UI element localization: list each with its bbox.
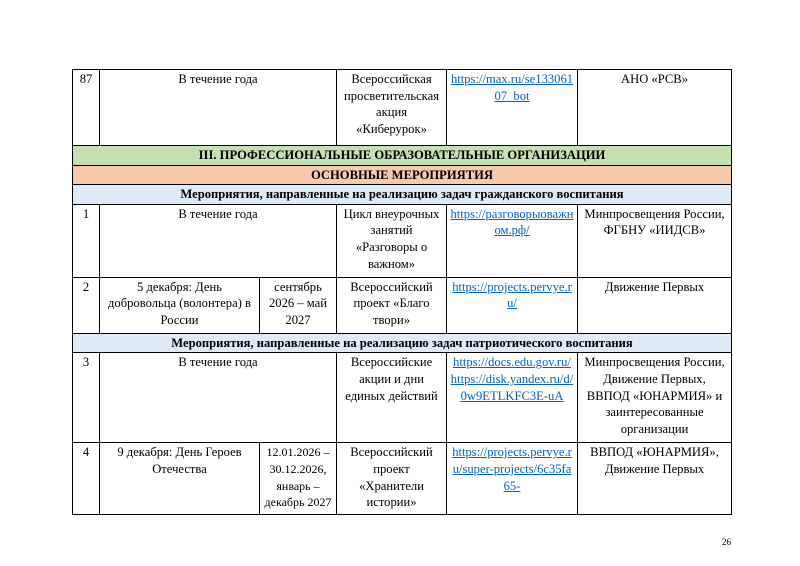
events-table: [72, 69, 732, 515]
event-period: сентябрь 2026 – май 2027: [260, 277, 337, 333]
section-header-row: [73, 333, 732, 353]
event-link-cell: [447, 443, 578, 515]
table-row: [73, 443, 732, 515]
event-date: В течение года: [100, 353, 337, 443]
event-name: Цикл внеурочных занятий «Разговоры о важном»: [337, 204, 447, 277]
event-link[interactable]: https://max.ru/se13306107_bot: [450, 72, 574, 103]
event-organizer: Минпросвещения России, Движение Первых, ВВПОД «ЮНАРМИЯ» и заинтересованные организации: [578, 353, 732, 443]
section-title: Мероприятия, направленные на реализацию задач патриотического воспитания: [73, 333, 732, 353]
event-organizer: АНО «РСВ»: [578, 70, 732, 146]
table-row: [73, 204, 732, 277]
event-name: Всероссийский проект «Хранители истории»: [337, 443, 447, 515]
event-name: Всероссийская просветительская акция «Киберурок»: [337, 70, 447, 146]
table-row: [73, 353, 732, 443]
event-link[interactable]: https://разговорыоважном.рф/: [450, 206, 574, 238]
section-header-row: [73, 185, 732, 205]
event-organizer: Минпросвещения России, ФГБНУ «ИИДСВ»: [578, 204, 732, 277]
row-number: 87: [73, 70, 100, 146]
event-name: Всероссийский проект «Благо твори»: [337, 277, 447, 333]
event-date: В течение года: [100, 204, 337, 277]
event-date: В течение года: [100, 70, 337, 146]
row-number: 1: [73, 204, 100, 277]
row-number: 4: [73, 443, 100, 515]
event-link-cell: [447, 204, 578, 277]
event-date: 9 декабря: День Героев Отечества: [100, 443, 260, 515]
event-link-cell: [447, 70, 578, 146]
section-title: Мероприятия, направленные на реализацию задач гражданского воспитания: [73, 185, 732, 205]
section-header-row: [73, 165, 732, 185]
table-row: [73, 277, 732, 333]
event-link-secondary[interactable]: https://disk.yandex.ru/d/0w9ETLKFC3E-uA: [450, 371, 574, 403]
event-link[interactable]: https://docs.edu.gov.ru/: [453, 355, 571, 370]
event-organizer: Движение Первых: [578, 277, 732, 333]
section-header-row: [73, 146, 732, 166]
event-date: 5 декабря: День добровольца (волонтера) в России: [100, 277, 260, 333]
event-name: Всероссийские акции и дни единых действий: [337, 353, 447, 443]
section-title: ОСНОВНЫЕ МЕРОПРИЯТИЯ: [73, 165, 732, 185]
page-number: 26: [722, 537, 731, 547]
event-link[interactable]: https://projects.pervye.ru/super-projects/6c35fa65-: [452, 445, 572, 493]
event-period: 12.01.2026 – 30.12.2026, январь – декабрь 2027: [260, 443, 337, 515]
row-number: 3: [73, 353, 100, 443]
table-row: [73, 70, 732, 146]
event-link-cell: [447, 277, 578, 333]
row-number: 2: [73, 277, 100, 333]
event-link[interactable]: https://projects.pervye.ru/: [452, 279, 572, 311]
event-organizer: ВВПОД «ЮНАРМИЯ», Движение Первых: [578, 443, 732, 515]
event-link-cell: [447, 353, 578, 443]
section-title: III. ПРОФЕССИОНАЛЬНЫЕ ОБРАЗОВАТЕЛЬНЫЕ ОРГАНИЗАЦИИ: [73, 146, 732, 166]
